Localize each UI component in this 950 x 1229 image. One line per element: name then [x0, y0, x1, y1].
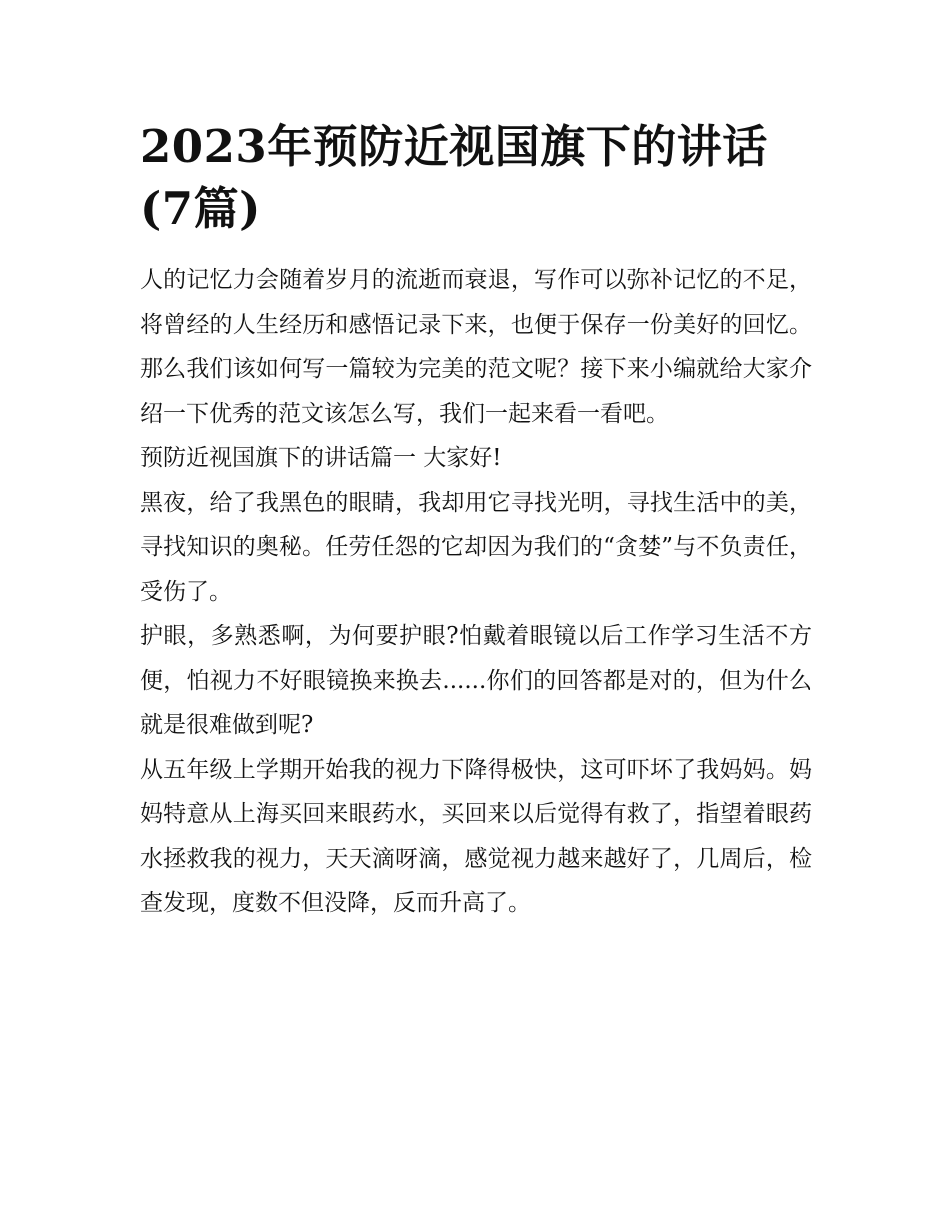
document-title: 2023年预防近视国旗下的讲话(7篇)	[140, 120, 768, 235]
paragraph-eye-care: 护眼，多熟悉啊，为何要护眼?怕戴着眼镜以后工作学习生活不方便，怕视力不好眼镜换来换去......你们的回答都是对的，但为什么就是很难做到呢?	[140, 623, 812, 738]
paragraph-night-eyes: 黑夜，给了我黑色的眼睛，我却用它寻找光明，寻找生活中的美，寻找知识的奥秘。任劳任怨的它却因为我们的“贪婪”与不负责任，受伤了。	[140, 489, 812, 605]
paragraph-intro: 人的记忆力会随着岁月的流逝而衰退，写作可以弥补记忆的不足，将曾经的人生经历和感悟记录下来，也便于保存一份美好的回忆。那么我们该如何写一篇较为完美的范文呢？接下来小编就给大家介绍一下优秀的范文该怎么写，我们一起来看一看吧。	[140, 267, 812, 427]
paragraph-section-heading: 预防近视国旗下的讲话篇一 大家好!	[140, 445, 502, 471]
document-body	[140, 116, 812, 926]
paragraph-vision-decline: 从五年级上学期开始我的视力下降得极快，这可吓坏了我妈妈。妈妈特意从上海买回来眼药水，买回来以后觉得有救了，指望着眼药水拯救我的视力，天天滴呀滴，感觉视力越来越好了，几周后，检查发现，度数不但没降，反而升高了。	[140, 756, 812, 916]
